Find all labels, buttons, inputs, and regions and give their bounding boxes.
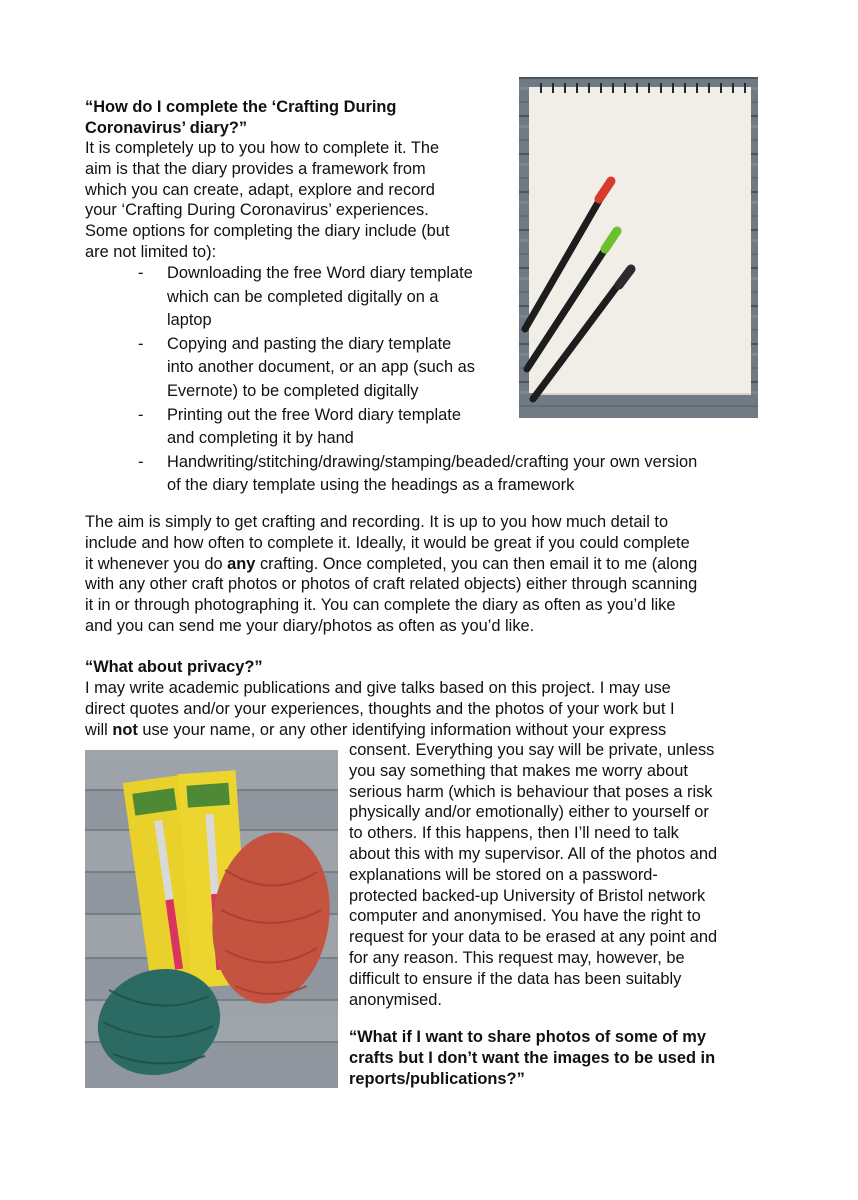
text-line: I may write academic publications and give talks based on this project. I may use [85, 679, 671, 697]
text-line: request for your data to be erased at any point and [349, 928, 718, 947]
text-line: The aim is simply to get crafting and recording. It is up to you how much detail to [85, 513, 669, 531]
emphasis-any: any [227, 554, 256, 573]
list-item [138, 451, 758, 498]
text-line: explanations will be stored on a password- [349, 865, 658, 884]
text-run: use your name, or any other identifying information without your express [137, 720, 667, 739]
privacy-paragraph-intro [85, 678, 675, 740]
list-bullet: - [138, 264, 144, 282]
list-bullet: - [138, 334, 144, 353]
text-run: it whenever you do [85, 554, 228, 573]
text-line: physically and/or emotionally) either to yourself or [349, 803, 709, 822]
text-line: are not limited to): [85, 242, 217, 261]
text-line: aim is that the diary provides a framework from [85, 159, 426, 178]
text-line: reports/publications?” [349, 1069, 525, 1088]
diary-heading-line-1: “How do I complete the ‘Crafting During [85, 98, 397, 116]
crafting-aim-paragraph [85, 512, 697, 637]
list-bullet: - [138, 405, 144, 424]
text-line: include and how often to complete it. Ideally, it would be great if you could complete [85, 533, 690, 552]
text-line: with any other craft photos or photos of craft related objects) either through scanning [85, 575, 698, 594]
share-photos-heading [349, 1027, 715, 1089]
text-line [85, 554, 697, 575]
text-line: Printing out the free Word diary template [167, 405, 461, 424]
text-line: Some options for completing the diary include (but [85, 222, 450, 241]
text-line: it in or through photographing it. You can complete the diary as often as you’d like [85, 596, 676, 615]
text-line: It is completely up to you how to complete it. The [85, 139, 440, 157]
text-line: into another document, or an app (such as [167, 358, 475, 377]
text-line: Downloading the free Word diary template [167, 264, 473, 282]
text-line: for any reason. This request may, however, be [349, 948, 685, 967]
text-run: will [85, 720, 113, 739]
crochet-hooks-and-yarn-photo [85, 750, 338, 1088]
text-line: anonymised. [349, 990, 442, 1009]
text-line: Evernote) to be completed digitally [167, 381, 419, 400]
text-run: crafting. Once completed, you can then email it to me (along [255, 554, 698, 573]
diary-heading [85, 97, 396, 139]
diary-intro-paragraph [85, 138, 449, 263]
text-line: difficult to ensure if the data has been suitably [349, 969, 682, 988]
crochet-photo-illustration [85, 750, 338, 1088]
text-line: computer and anonymised. You have the right to [349, 907, 701, 926]
list-bullet: - [138, 452, 144, 471]
text-line: serious harm (which is behaviour that poses a risk [349, 782, 713, 801]
text-line: which can be completed digitally on a [167, 287, 439, 306]
text-line: your ‘Crafting During Coronavirus’ experiences. [85, 201, 429, 220]
text-line [85, 720, 675, 741]
text-line: “What if I want to share photos of some of my [349, 1028, 706, 1046]
text-line: of the diary template using the headings as a framework [167, 476, 575, 495]
text-line: protected backed-up University of Bristol network [349, 886, 706, 905]
text-line: Handwriting/stitching/drawing/stamping/beaded/crafting your own version [167, 452, 698, 471]
text-line: and you can send me your diary/photos as often as you’d like. [85, 616, 535, 635]
text-line: to others. If this happens, then I’ll need to talk [349, 824, 679, 843]
privacy-paragraph-wrapped [349, 740, 717, 1010]
diary-heading-line-2: Coronavirus’ diary?” [85, 118, 248, 137]
emphasis-not: not [112, 720, 138, 739]
text-line: crafts but I don’t want the images to be used in [349, 1048, 716, 1067]
text-line: laptop [167, 311, 212, 330]
text-line: direct quotes and/or your experiences, thoughts and the photos of your work but I [85, 699, 675, 718]
notebook-with-pens-photo [519, 77, 758, 418]
text-line: Copying and pasting the diary template [167, 334, 452, 353]
notebook-photo-illustration [519, 77, 758, 418]
text-line: you say something that makes me worry about [349, 761, 688, 780]
text-line: consent. Everything you say will be private, unless [349, 741, 715, 759]
text-line: which you can create, adapt, explore and record [85, 180, 435, 199]
text-line: and completing it by hand [167, 429, 354, 448]
text-line: about this with my supervisor. All of the photos and [349, 844, 718, 863]
privacy-heading: “What about privacy?” [85, 658, 263, 676]
